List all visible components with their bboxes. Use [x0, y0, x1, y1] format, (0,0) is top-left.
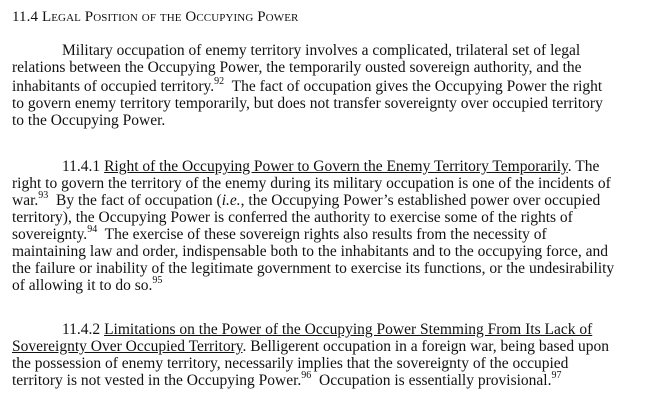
footnote-ref-95[interactable]: 95: [152, 274, 163, 286]
text-line: [12, 321, 640, 338]
text-line: Military occupation of enemy territory involves a complicated, trilateral set of legal: [62, 42, 581, 59]
text-line: [12, 158, 640, 175]
subsection-title: Right of the Occupying Power to Govern the Enemy Territory Temporarily: [104, 158, 568, 175]
text-line: maintaining law and order, indispensable both to the inhabitants and to the occupying force, and: [12, 243, 608, 260]
text-line: to govern enemy territory temporarily, but does not transfer sovereignty over occupied territory: [12, 95, 603, 112]
text-run: war.: [12, 192, 39, 209]
paragraph-11-4-1: [12, 158, 640, 294]
footnote-ref-97[interactable]: 97: [551, 369, 562, 381]
text-line: [12, 369, 640, 389]
text-line: right to govern the territory of the enemy during its military occupation is one of the incidents of: [12, 175, 611, 192]
subsection-number: 11.4.2: [62, 321, 101, 338]
text-run: . Belligerent occupation in a foreign war, being based upon: [242, 338, 610, 355]
text-run: sovereignty.: [12, 226, 88, 243]
text-run: The exercise of these sovereign rights also results from the necessity of: [104, 226, 547, 243]
text-line: the possession of enemy territory, necessarily implies that the sovereignty of the occupied: [12, 355, 569, 372]
text-line: [12, 189, 640, 209]
text-line: to the Occupying Power.: [12, 112, 166, 129]
text-line: [12, 338, 640, 355]
section-heading: [12, 8, 298, 26]
section-number: 11.4: [12, 9, 39, 25]
text-run: of allowing it to do so.: [12, 277, 153, 294]
text-run: territory is not vested in the Occupying Power.: [12, 372, 302, 389]
text-run: , the Occupying Power’s established power over occupied: [240, 192, 601, 209]
subsection-title: Limitations on the Power of the Occupying Power Stemming From Its Lack of: [104, 321, 593, 338]
text-run: The fact of occupation gives the Occupying Power the right: [231, 78, 603, 95]
text-run: inhabitants of occupied territory.: [12, 78, 215, 95]
footnote-ref-96[interactable]: 96: [301, 369, 312, 381]
text-run-italic: i.e.: [221, 192, 241, 209]
footnote-ref-94[interactable]: 94: [87, 223, 98, 235]
text-line: territory), the Occupying Power is conferred the authority to exercise some of the rights of: [12, 209, 573, 226]
subsection-title-cont: Sovereignty Over Occupied Territory: [12, 338, 243, 355]
text-line: the failure or inability of the legitimate government to exercise its functions, or the undesirability: [12, 260, 615, 277]
paragraph-11-4-2: [12, 321, 640, 389]
text-run: Occupation is essentially provisional.: [319, 372, 552, 389]
section-title: Legal Position of the Occupying Power: [41, 9, 299, 25]
text-run: . The: [567, 158, 600, 175]
subsection-number: 11.4.1: [62, 158, 101, 175]
text-line: [12, 223, 640, 243]
text-line: [12, 274, 640, 294]
footnote-ref-93[interactable]: 93: [38, 189, 49, 201]
footnote-ref-92[interactable]: 92: [214, 75, 225, 87]
text-line: relations between the Occupying Power, the temporarily ousted sovereign authority, and the: [12, 59, 582, 76]
text-line: [12, 75, 640, 95]
text-run: By the fact of occupation (: [56, 192, 222, 209]
paragraph-intro: [12, 42, 640, 129]
